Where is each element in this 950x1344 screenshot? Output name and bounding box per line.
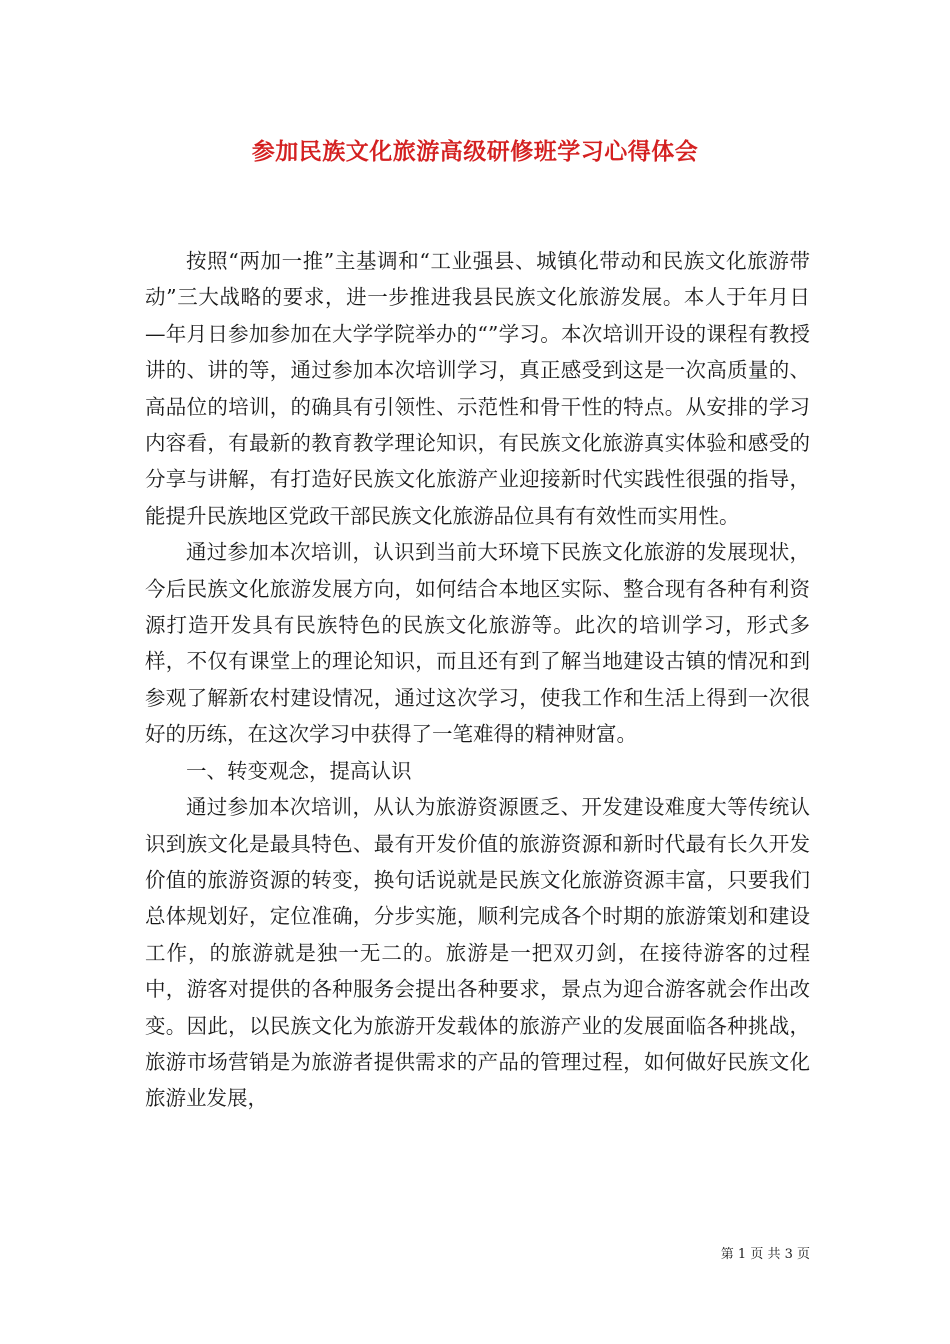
page-number: 第 1 页 共 3 页 (720, 1247, 810, 1262)
section-heading: 一、转变观念，提高认识 (186, 758, 412, 783)
paragraph-2: 通过参加本次培训，认识到当前大环境下民族文化旅游的发展现状，今后民族文化旅游发展方向，如何结合本地区实际、整合现有各种有利资源打造开发具有民族特色的民族文化旅游等。此次的培训学习，形式多样，不仅有课堂上的理论知识，而且还有到了解当地建设古镇的情况和到参观了解新农村建设情况，通过这次学习，使我工作和生活上得到一次很好的历练，在这次学习中获得了一笔难得的精神财富。 (145, 540, 810, 747)
paragraph-1: 按照“两加一推”主基调和“工业强县、城镇化带动和民族文化旅游带动”三大战略的要求，进一步推进我县民族文化旅游发展。本人于年月日—年月日参加参加在大学学院举办的“”学习。本次培训开设的课程有教授讲的、讲的等，通过参加本次培训学习，真正感受到这是一次高质量的、高品位的培训，的确具有引领性、示范性和骨干性的特点。从安排的学习内容看，有最新的教育教学理论知识，有民族文化旅游真实体验和感受的分享与讲解，有打造好民族文化旅游产业迎接新时代实践性很强的指导，能提升民族地区党政干部民族文化旅游品位具有有效性而实用性。 (145, 249, 810, 528)
paragraph-3: 通过参加本次培训，从认为旅游资源匮乏、开发建设难度大等传统认识到族文化是最具特色、最有开发价值的旅游资源和新时代最有长久开发价值的旅游资源的转变，换句话说就是民族文化旅游资源丰富，只要我们总体规划好，定位准确，分步实施，顺利完成各个时期的旅游策划和建设工作，的旅游就是独一无二的。旅游是一把双刃剑，在接待游客的过程中，游客对提供的各种服务会提出各种要求，景点为迎合游客就会作出改变。因此，以民族文化为旅游开发载体的旅游产业的发展面临各种挑战，旅游市场营销是为旅游者提供需求的产品的管理过程，如何做好民族文化旅游业发展， (145, 795, 810, 1111)
document-title: 参加民族文化旅游高级研修班学习心得体会 (251, 138, 699, 165)
document-body (145, 243, 810, 1117)
